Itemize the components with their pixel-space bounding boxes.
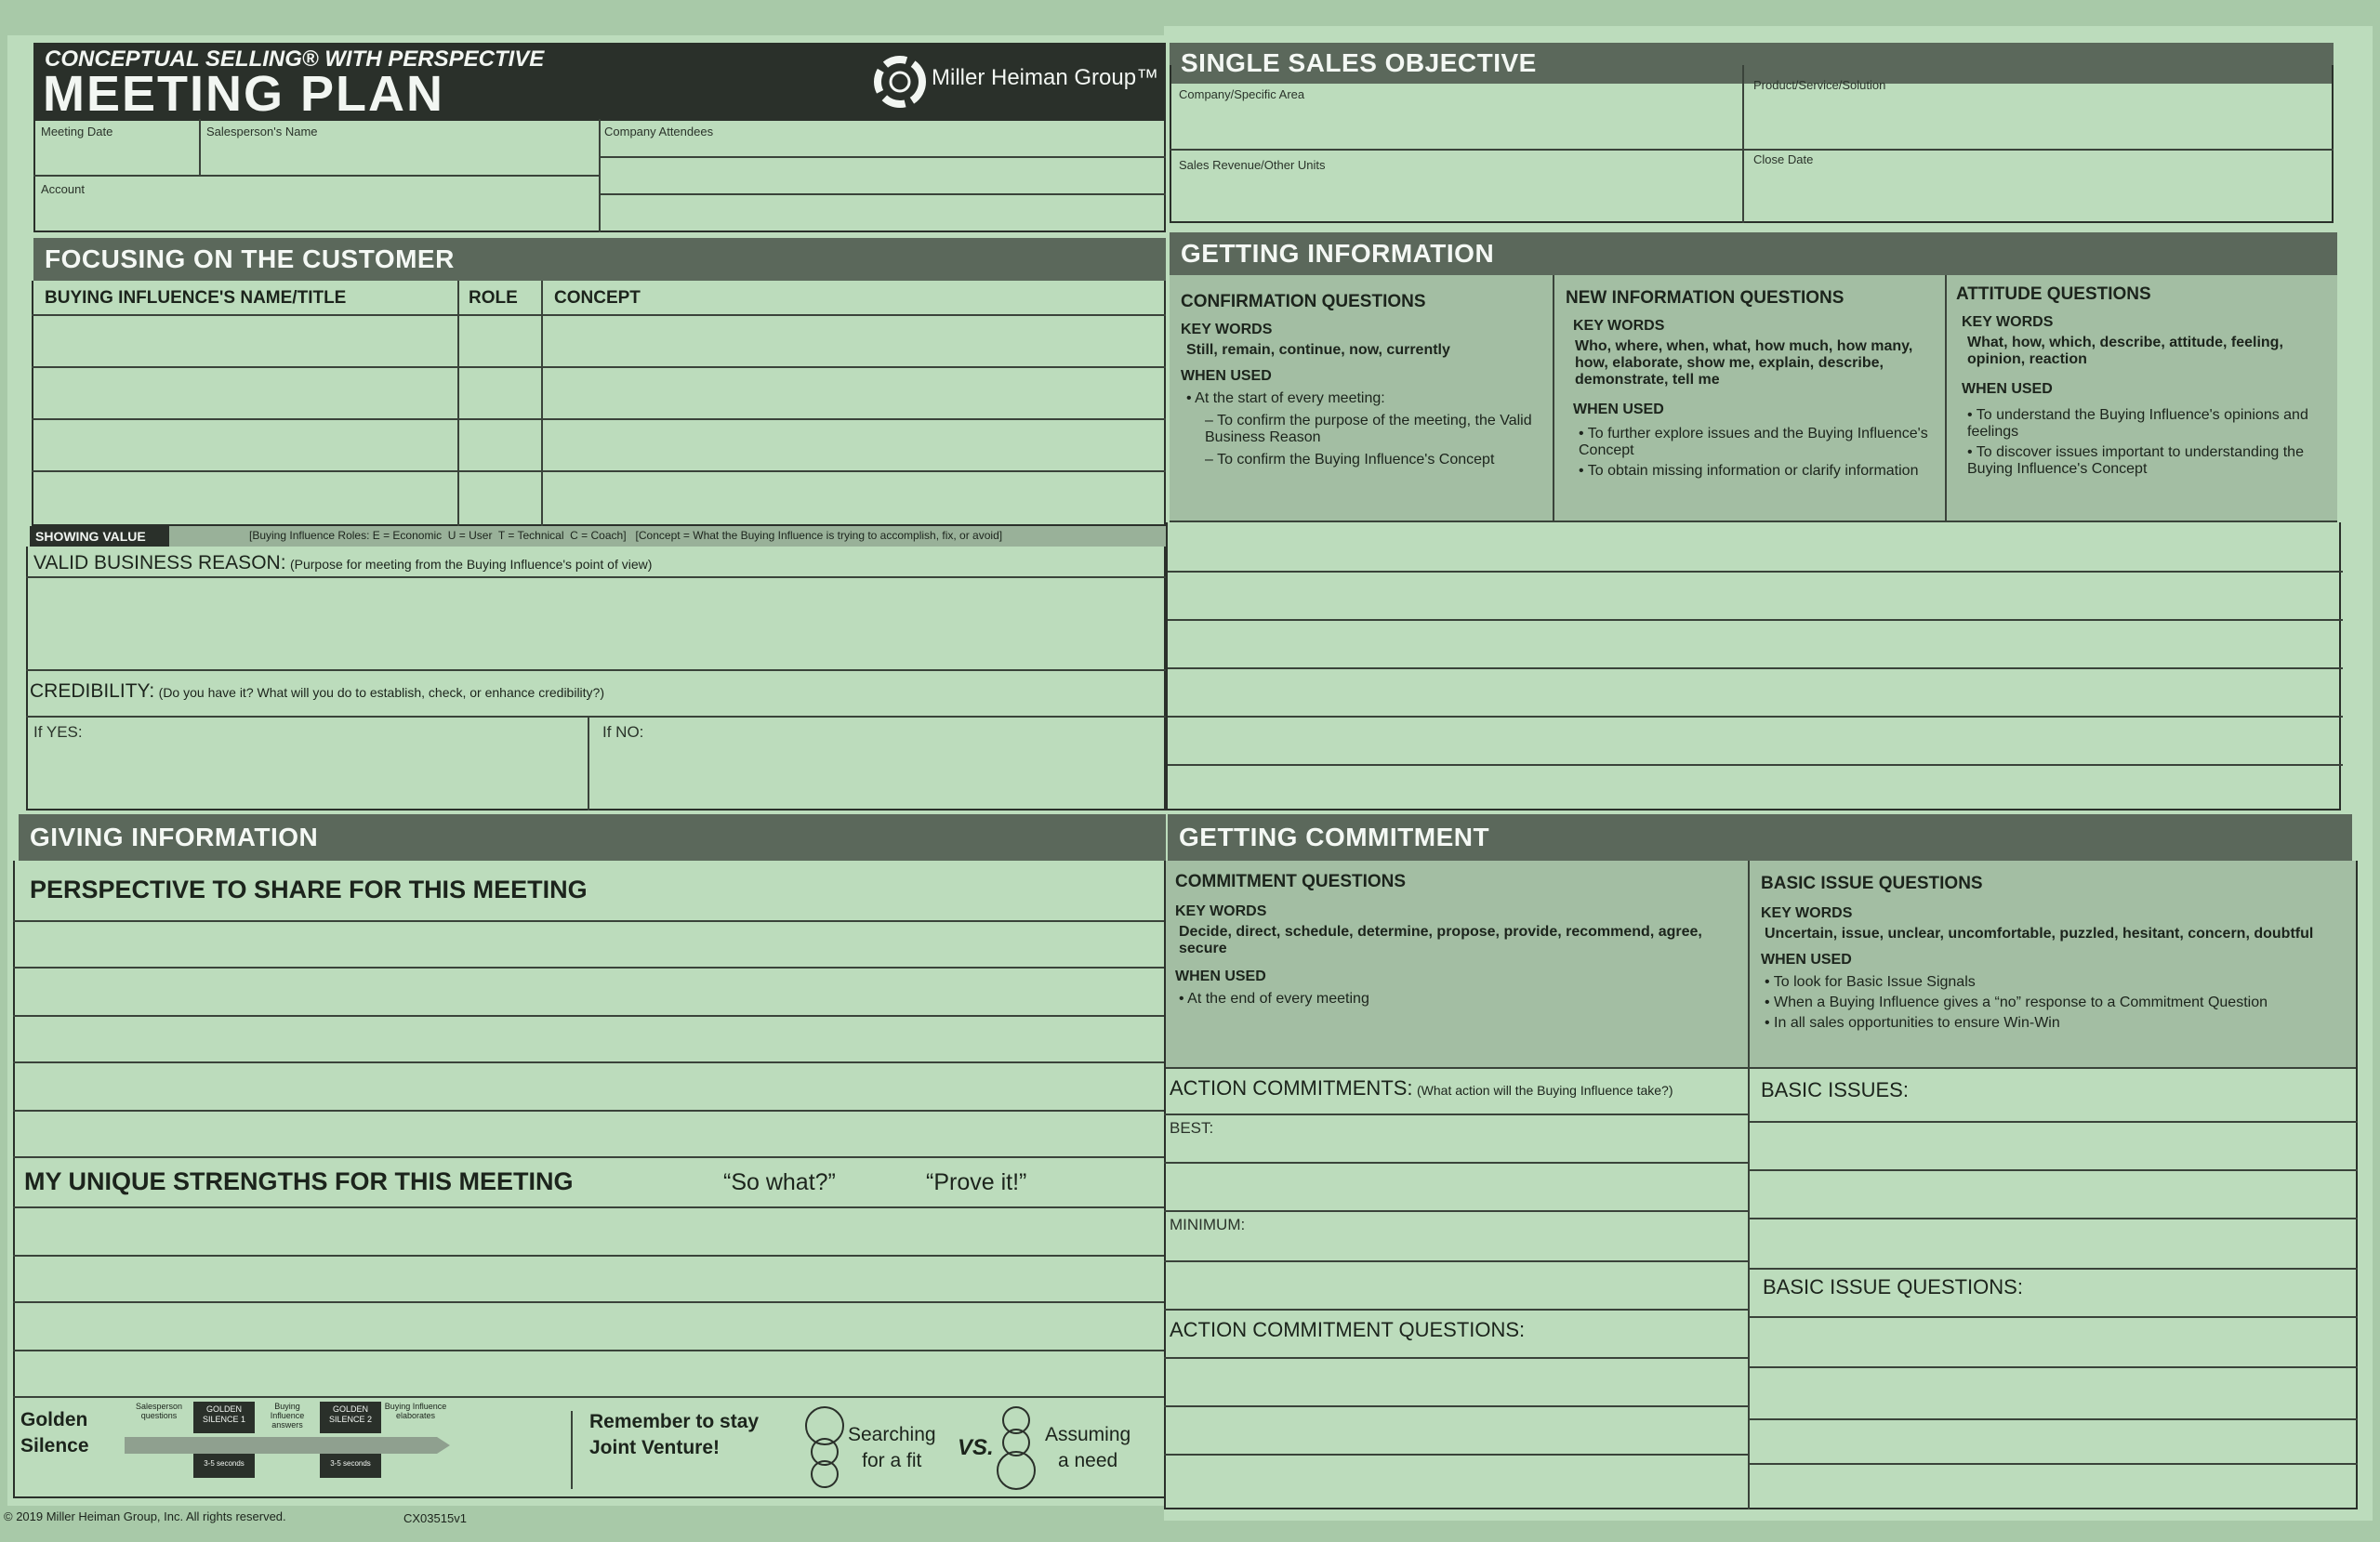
focusing-title: FOCUSING ON THE CUSTOMER [33, 238, 1166, 281]
buying-influence-table [32, 281, 1166, 526]
golden-silence-label: Golden Silence [20, 1409, 89, 1456]
col-name-header: BUYING INFLUENCE'S NAME/TITLE [45, 288, 347, 308]
basic-kw-label: KEY WORDS [1761, 905, 1853, 921]
if-yes-field[interactable]: If YES: [33, 723, 83, 741]
attitude-questions [1956, 284, 2328, 478]
basic-issue-guide-title: BASIC ISSUE QUESTIONS [1761, 874, 1983, 893]
confirmation-sub-2: – To confirm the Buying Influence's Concept [1205, 452, 1495, 468]
gs-secs-1: 3-5 seconds [193, 1454, 255, 1478]
form-code: CX03515v1 [403, 1511, 467, 1525]
col-concept-header: CONCEPT [554, 288, 641, 308]
golden-silence-diagram [125, 1402, 459, 1485]
commitment-kw-label: KEY WORDS [1175, 903, 1267, 919]
vbr-note: (Purpose for meeting from the Buying Influence's point of view) [289, 557, 653, 572]
assuming-need-icon [991, 1404, 1041, 1493]
prove-it-prompt: “Prove it!” [926, 1169, 1027, 1195]
close-date-field[interactable]: Close Date [1753, 152, 1814, 166]
basic-issue-questions-label: BASIC ISSUE QUESTIONS: [1763, 1275, 2023, 1298]
basic-bullet-1: • To look for Basic Issue Signals [1765, 974, 1976, 990]
new-info-kw-label: KEY WORDS [1573, 318, 1665, 334]
salesperson-field[interactable]: Salesperson's Name [206, 125, 318, 138]
attitude-bullet-2: • To discover issues important to understanding the Buying Influence's Concept [1967, 444, 2304, 477]
attitude-title: ATTITUDE QUESTIONS [1956, 284, 2151, 304]
basic-when-label: WHEN USED [1761, 952, 1852, 968]
product-field[interactable]: Product/Service/Solution [1753, 78, 1886, 92]
company-area-field[interactable]: Company/Specific Area [1179, 87, 1305, 101]
getting-info-lines[interactable] [1166, 522, 2341, 811]
confirmation-kw: Still, remain, continue, now, currently [1186, 342, 1450, 358]
new-info-title: NEW INFORMATION QUESTIONS [1566, 288, 1844, 308]
commitment-when-label: WHEN USED [1175, 969, 1266, 984]
revenue-field[interactable]: Sales Revenue/Other Units [1179, 158, 1326, 172]
sso-fields [1170, 65, 2334, 223]
acq-label: ACTION COMMITMENT QUESTIONS: [1170, 1318, 1526, 1341]
showing-value-label: SHOWING VALUE [30, 526, 169, 547]
perspective-heading: PERSPECTIVE TO SHARE FOR THIS MEETING [30, 876, 588, 903]
basic-kw: Uncertain, issue, unclear, uncomfortable, puzzled, hesitant, concern, doubtful [1765, 926, 2314, 942]
page-title: MEETING PLAN [43, 66, 445, 122]
company-attendees-field[interactable]: Company Attendees [604, 125, 714, 138]
confirmation-title: CONFIRMATION QUESTIONS [1181, 292, 1426, 311]
best-field[interactable]: BEST: [1170, 1119, 1214, 1137]
gs-step-golden-silence-2: GOLDEN SILENCE 2 [320, 1402, 381, 1433]
confirmation-sub-1: – To confirm the purpose of the meeting, the Valid Business Reason [1205, 413, 1532, 445]
vbr-box [26, 547, 1166, 811]
confirmation-questions [1181, 292, 1545, 468]
getting-info-title: GETTING INFORMATION [1170, 232, 2337, 275]
commitment-bullet: • At the end of every meeting [1179, 991, 1369, 1007]
confirmation-kw-label: KEY WORDS [1181, 322, 1273, 337]
action-commitments-note: (What action will the Buying Influence take?) [1417, 1083, 1673, 1098]
header-banner [33, 43, 1166, 121]
col-role-header: ROLE [469, 288, 518, 308]
commitment-questions [1175, 872, 1737, 1008]
brand-name: Miller Heiman Group™ [932, 65, 1159, 90]
minimum-field[interactable]: MINIMUM: [1170, 1216, 1246, 1233]
assuming-need-label: Assuming a need [1045, 1424, 1131, 1471]
getting-commitment-title: GETTING COMMITMENT [1168, 814, 2352, 861]
gs-step-golden-silence-1: GOLDEN SILENCE 1 [193, 1402, 255, 1433]
basic-bullet-3: • In all sales opportunities to ensure Win-Win [1765, 1015, 2060, 1031]
sso-title: SINGLE SALES OBJECTIVE [1170, 43, 2334, 84]
searching-fit-label: Searching for a fit [848, 1424, 936, 1471]
joint-venture-reminder: Remember to stay Joint Venture! [589, 1411, 760, 1458]
copyright: © 2019 Miller Heiman Group, Inc. All rights reserved. [4, 1509, 286, 1523]
new-info-bullet-1: • To further explore issues and the Buying Influence's Concept [1579, 426, 1928, 458]
basic-issues-label: BASIC ISSUES: [1761, 1078, 1909, 1101]
gs-secs-2: 3-5 seconds [320, 1454, 381, 1478]
giving-info-title: GIVING INFORMATION [19, 814, 1166, 861]
so-what-prompt: “So what?” [723, 1169, 836, 1195]
attitude-kw: What, how, which, describe, attitude, feeling, opinion, reaction [1967, 335, 2283, 367]
confirmation-when-label: WHEN USED [1181, 368, 1272, 384]
if-no-field[interactable]: If NO: [602, 723, 644, 741]
meeting-date-field[interactable]: Meeting Date [41, 125, 113, 138]
confirmation-bullet: • At the start of every meeting: [1186, 390, 1385, 406]
basic-issue-questions-guide [1761, 874, 2334, 1032]
action-commitments-label: ACTION COMMITMENTS: [1170, 1076, 1413, 1100]
commitment-kw: Decide, direct, schedule, determine, propose, provide, recommend, agree, secure [1179, 924, 1702, 956]
credibility-label: CREDIBILITY: [30, 680, 155, 702]
header-top-line: CONCEPTUAL SELLING® WITH PERSPECTIVE [45, 46, 545, 72]
attitude-kw-label: KEY WORDS [1962, 314, 2054, 330]
new-info-when-label: WHEN USED [1573, 402, 1664, 417]
roles-legend: [Buying Influence Roles: E = Economic U = User T = Technical C = Coach] [Concept = What the Buying Influence is trying to accomplish, fix, or avoid] [249, 529, 1003, 542]
attitude-when-label: WHEN USED [1962, 381, 2053, 397]
basic-bullet-2: • When a Buying Influence gives a “no” response to a Commitment Question [1765, 995, 2268, 1010]
credibility-note: (Do you have it? What will you do to establish, check, or enhance credibility?) [158, 685, 605, 700]
vs-label: VS. [958, 1435, 994, 1460]
gs-step-salesperson: Salesperson questions [135, 1402, 183, 1420]
new-info-questions [1566, 288, 1937, 480]
gs-step-bi-answers: Buying Influence answers [270, 1402, 305, 1430]
commitment-title: COMMITMENT QUESTIONS [1175, 872, 1407, 891]
new-info-bullet-2: • To obtain missing information or clarify information [1579, 463, 1919, 479]
gs-step-bi-elaborates: Buying Influence elaborates [384, 1402, 447, 1420]
new-info-kw: Who, where, when, what, how much, how many, how, elaborate, show me, explain, describe, demonstrate, tell me [1575, 338, 1913, 388]
vbr-label: VALID BUSINESS REASON: [33, 552, 286, 573]
attitude-bullet-1: • To understand the Buying Influence's opinions and feelings [1967, 407, 2308, 440]
account-field[interactable]: Account [41, 182, 85, 196]
strengths-heading: MY UNIQUE STRENGTHS FOR THIS MEETING [24, 1167, 574, 1195]
searching-fit-icon [800, 1405, 850, 1491]
brand-logo-icon [874, 56, 926, 108]
